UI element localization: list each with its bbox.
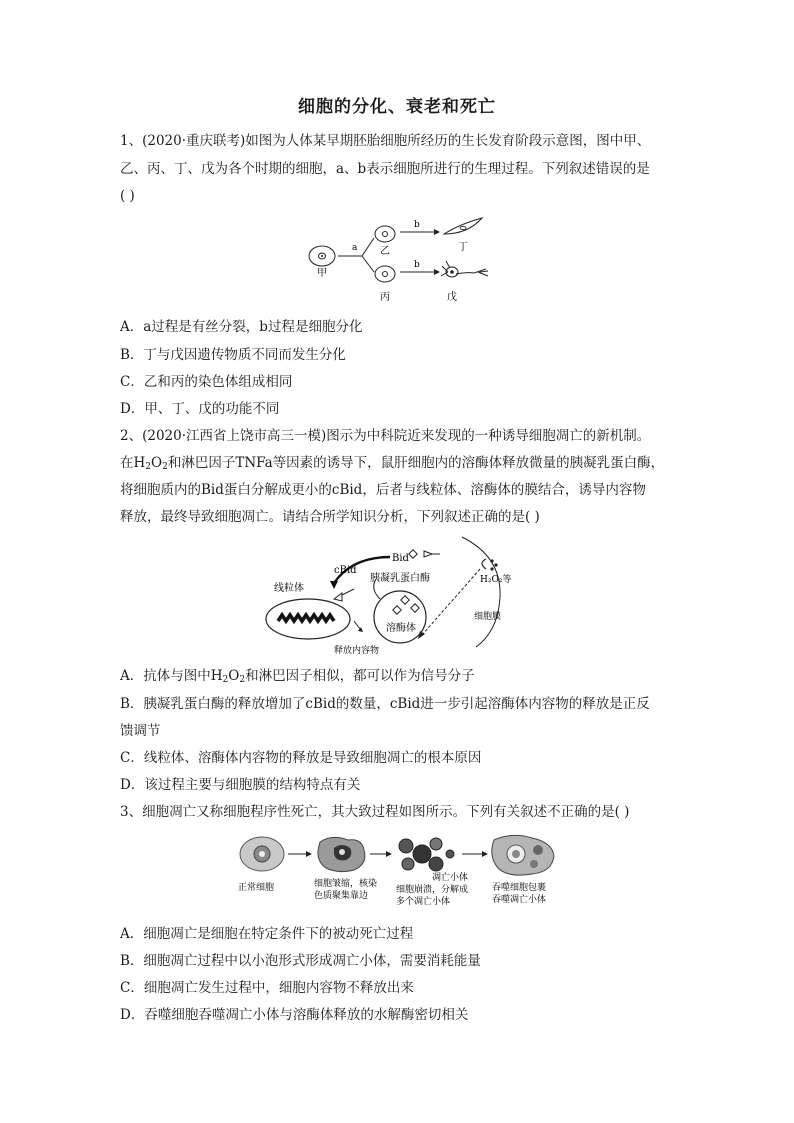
q1-cell-development-figure bbox=[300, 212, 500, 308]
q3-option-c: C．细胞凋亡发生过程中，细胞内容物不释放出来 bbox=[120, 980, 414, 996]
lysosome-label: 溶酶体 bbox=[386, 623, 416, 634]
q2-option-c: C．线粒体、溶酶体内容物的释放是导致细胞凋亡的根本原因 bbox=[120, 750, 482, 766]
stage-shrink-line1: 细胞皱缩，核染 bbox=[314, 879, 378, 889]
q1-option-d: D．甲、丁、戊的功能不同 bbox=[120, 401, 280, 417]
stage-fragment-line1: 细胞崩溃，分解成 bbox=[396, 885, 469, 895]
release-contents-label: 释放内容物 bbox=[334, 646, 380, 656]
cell-bing-label: 丙 bbox=[380, 292, 390, 303]
process-b-top-label: b bbox=[414, 220, 420, 230]
q2-stem-line1: 2、(2020·江西省上饶市高三一模)图示为中科院近来发现的一种诱导细胞凋亡的新机制。 bbox=[120, 428, 651, 444]
page-title: 细胞的分化、衰老和死亡 bbox=[298, 97, 496, 117]
q2-option-b-line2: 馈调节 bbox=[120, 723, 161, 739]
cell-membrane-label: 细胞膜 bbox=[474, 612, 502, 622]
stage-phagocyte-line1: 吞噬细胞包裹 bbox=[492, 883, 547, 893]
cell-ding-label: 丁 bbox=[458, 242, 468, 253]
stage-normal-cell-label: 正常细胞 bbox=[238, 883, 275, 893]
h2o2-label: H₂O₂等 bbox=[480, 575, 512, 585]
q3-apoptosis-process-figure bbox=[236, 834, 566, 914]
q1-option-c: C．乙和丙的染色体组成相同 bbox=[120, 374, 293, 390]
q2-stem-line4: 释放，最终导致细胞凋亡。请结合所学知识分析，下列叙述正确的是( ) bbox=[120, 509, 540, 525]
q3-option-a: A．细胞凋亡是细胞在特定条件下的被动死亡过程 bbox=[120, 926, 414, 942]
mitochondrion-label: 线粒体 bbox=[274, 583, 304, 594]
q3-stem-line1: 3、细胞凋亡又称细胞程序性死亡，其大致过程如图所示。下列有关叙述不正确的是( ) bbox=[120, 804, 630, 820]
apoptotic-body-label: 凋亡小体 bbox=[432, 873, 469, 883]
q2-apoptosis-mechanism-figure bbox=[262, 535, 532, 657]
cell-yi-label: 乙 bbox=[380, 246, 390, 257]
q2-option-b-line1: B．胰凝乳蛋白酶的释放增加了cBid的数量，cBid进一步引起溶酶体内容物的释放是正反 bbox=[120, 696, 650, 712]
q2-option-a: A．抗体与图中$H_2O_2$和淋巴因子相似，都可以作为信号分子 bbox=[120, 668, 475, 685]
enzyme-label: 胰凝乳蛋白酶 bbox=[370, 573, 430, 584]
cell-wu-label: 戊 bbox=[447, 292, 457, 303]
q2-option-d: D．该过程主要与细胞膜的结构特点有关 bbox=[120, 777, 361, 793]
q1-stem-line2: 乙、丙、丁、戊为各个时期的细胞，a、b表示细胞所进行的生理过程。下列叙述错误的是 bbox=[120, 161, 650, 177]
q1-stem-line3: ( ) bbox=[120, 188, 135, 204]
q3-option-d: D．吞噬细胞吞噬凋亡小体与溶酶体释放的水解酶密切相关 bbox=[120, 1007, 469, 1023]
q3-option-b: B．细胞凋亡过程中以小泡形式形成凋亡小体，需要消耗能量 bbox=[120, 953, 481, 969]
process-a-label: a bbox=[352, 243, 358, 253]
q1-option-a: A．a过程是有丝分裂，b过程是细胞分化 bbox=[120, 319, 363, 335]
process-b-bottom-label: b bbox=[414, 260, 420, 270]
q1-stem-line1: 1、(2020·重庆联考)如图为人体某早期胚胎细胞所经历的生长发育阶段示意图，图中甲、 bbox=[120, 133, 651, 149]
stage-phagocyte-line2: 吞噬凋亡小体 bbox=[492, 895, 547, 905]
q1-option-b: B．丁与戊因遗传物质不同而发生分化 bbox=[120, 347, 346, 363]
stage-fragment-line2: 多个凋亡小体 bbox=[396, 897, 451, 907]
q2-stem-line3: 将细胞质内的Bid蛋白分解成更小的cBid，后者与线粒体、溶酶体的膜结合，诱导内容物 bbox=[120, 482, 646, 498]
stage-shrink-line2: 色质聚集靠边 bbox=[314, 891, 369, 901]
cell-jia-label: 甲 bbox=[317, 268, 327, 279]
q2-stem-line2: 在$H_2O_2$和淋巴因子TNFa等因素的诱导下，鼠肝细胞内的溶酶体释放微量的胰凝乳蛋白酶， bbox=[120, 455, 665, 472]
bid-label: Bid bbox=[392, 553, 409, 564]
cbid-label: cBid bbox=[334, 565, 357, 576]
